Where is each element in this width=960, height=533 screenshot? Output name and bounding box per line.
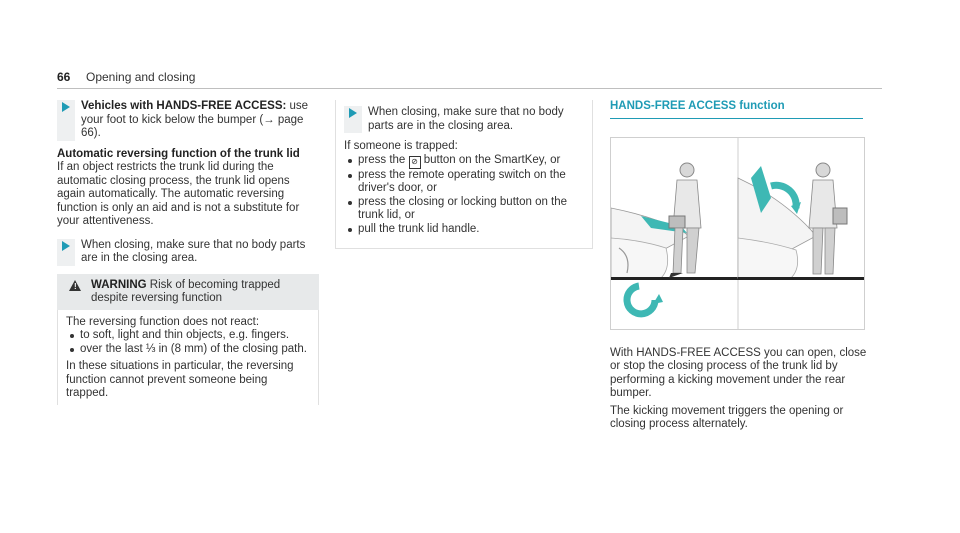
section-title: Opening and closing xyxy=(86,70,196,84)
step-arrow-icon xyxy=(62,241,70,251)
step-hands-free: Vehicles with HANDS-FREE ACCESS: use your foot to kick below the bumper (→ page 66). xyxy=(57,100,319,141)
trapped-box: When closing, make sure that no body parts are in the closing area. If someone is trapped: press the ⊘ button on the SmartKey, or press the remote operating switch on the driver's door, or press the closing or locking button on the trunk lid, or pull the trunk lid handle. xyxy=(335,100,593,249)
page-number: 66 xyxy=(57,70,71,84)
figure-caption: With HANDS-FREE ACCESS you can open, close or stop the closing process of the trunk lid by performing a kicking movement under the rear bumper. The kicking movement triggers the opening or closing process alternately. xyxy=(610,346,867,430)
trunk-key-icon: ⊘ xyxy=(409,156,421,169)
kick-illustration-icon xyxy=(611,138,864,329)
step-closing-2: When closing, make sure that no body parts are in the closing area. xyxy=(344,106,584,133)
list-item: to soft, light and thin objects, e.g. fingers. xyxy=(80,329,310,343)
list-item: press the remote operating switch on the driver's door, or xyxy=(358,169,584,196)
header-rule xyxy=(57,88,882,89)
list-item: press the closing or locking button on the trunk lid, or xyxy=(358,196,584,223)
warning-box: ! WARNING Risk of becoming trapped despite reversing function The reversing function does not react: to soft, light and thin objects, e.g. fingers. over the last ⅓ in (8 mm) of the closing path. In these situations in particular, the reversing function cannot prevent someone being trapped. xyxy=(57,274,319,405)
column-left xyxy=(57,100,319,405)
list-item: press the ⊘ button on the SmartKey, or xyxy=(358,154,584,169)
step-arrow-icon xyxy=(62,102,70,112)
figure-title: HANDS-FREE ACCESS function xyxy=(610,100,863,119)
auto-reversing-title: Automatic reversing function of the trunk lid xyxy=(57,147,300,160)
auto-reversing-text: If an object restricts the trunk lid during the automatic closing process, the trunk lid opens again automatically. The automatic reversing function is only an aid and is not a substitute for your attentiveness. xyxy=(57,161,300,227)
column-right xyxy=(610,100,870,432)
column-middle xyxy=(335,100,593,249)
step-arrow-icon xyxy=(349,108,357,118)
trapped-list xyxy=(344,154,584,237)
list-item: over the last ⅓ in (8 mm) of the closing path. xyxy=(80,343,310,357)
warning-triangle-icon: ! xyxy=(69,280,81,291)
warning-list xyxy=(66,329,310,356)
list-item: pull the trunk lid handle. xyxy=(358,223,584,237)
step-closing: When closing, make sure that no body parts are in the closing area. xyxy=(57,239,319,266)
hands-free-illustration xyxy=(610,137,865,330)
